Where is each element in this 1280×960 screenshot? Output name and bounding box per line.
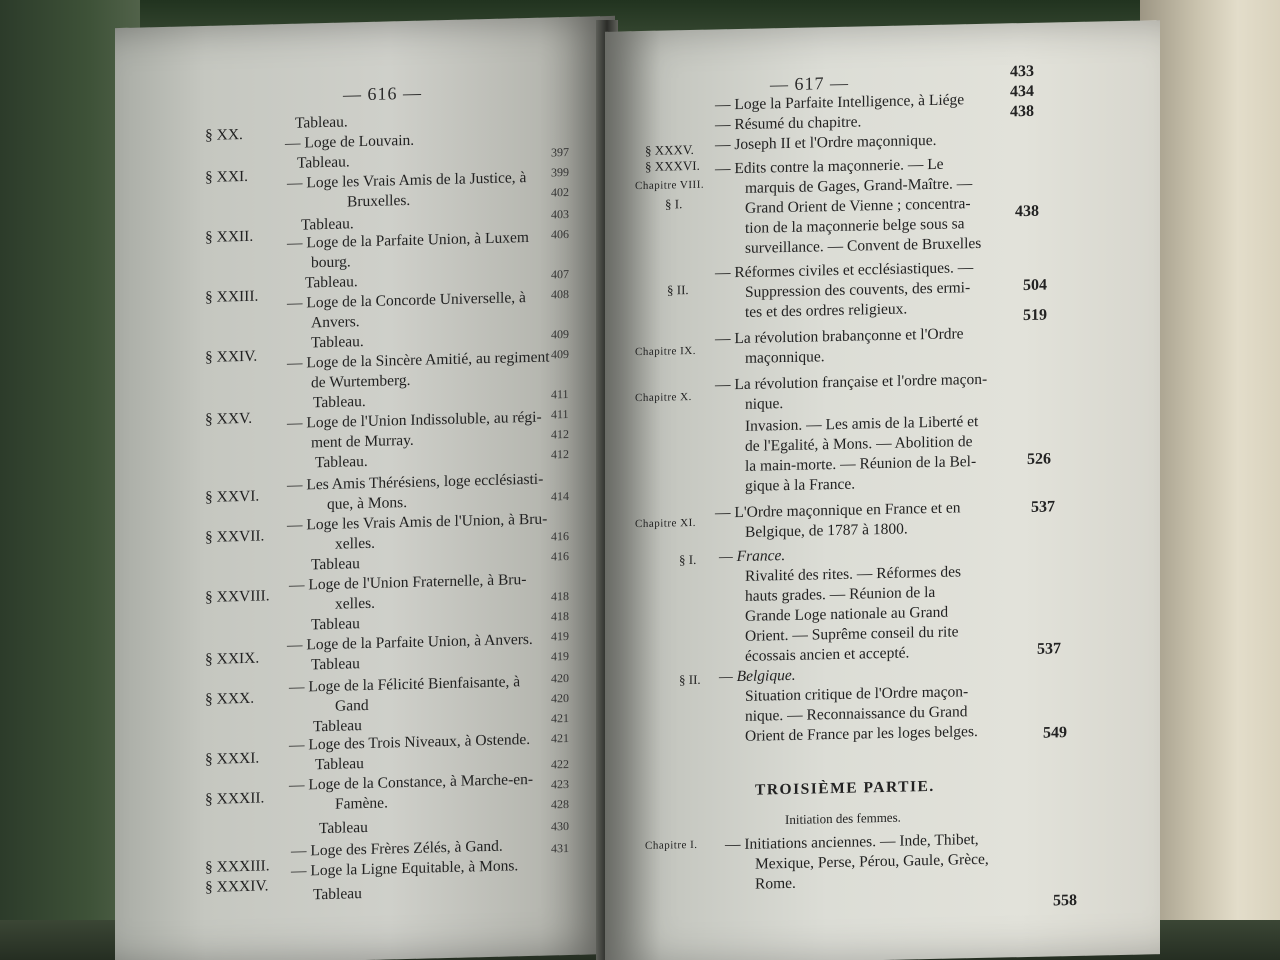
page-ref: 519	[1023, 306, 1047, 325]
entry-text: Tableau.	[311, 333, 364, 352]
page-ref: 431	[551, 841, 569, 856]
entry-text: écossais ancien et accepté.	[745, 644, 910, 665]
page-ref: 416	[551, 529, 569, 544]
entry-text: — Joseph II et l'Ordre maçonnique.	[715, 131, 937, 154]
page-ref: 416	[551, 549, 569, 564]
page-ref: 423	[551, 777, 569, 792]
section-label: § XXXVI.	[645, 157, 700, 174]
entry-text: — Loge de la Parfaite Union, à Luxem	[287, 228, 529, 252]
entry-text: — Loge les Vrais Amis de l'Union, à Bru-	[287, 510, 548, 534]
entry-text: nique.	[745, 395, 784, 413]
right-page	[605, 20, 1160, 960]
section-label: § XXV.	[205, 409, 253, 428]
entry-text: — Edits contre la maçonnerie. — Le	[715, 155, 944, 178]
entry-text: Tableau.	[315, 452, 368, 472]
entry-text: — Loge de la Félicité Bienfaisante, à	[289, 673, 521, 696]
part-subtitle: Initiation des femmes.	[785, 809, 901, 828]
page-ref: 414	[551, 489, 569, 504]
section-label: § XXIX.	[205, 649, 260, 668]
entry-text: gique à la France.	[745, 475, 856, 495]
entry-text: ment de Murray.	[311, 431, 414, 452]
page-ref: 419	[551, 649, 569, 664]
entry-text: Gand	[335, 696, 369, 715]
entry-text: Tableau.	[301, 215, 354, 234]
entry-text: Tableau	[315, 755, 364, 774]
entry-text: Tableau	[313, 885, 362, 904]
page-ref: 419	[551, 629, 569, 644]
page-ref: 430	[551, 819, 569, 834]
section-label: § XXXII.	[205, 789, 265, 808]
entry-text: — Loge de la Parfaite Union, à Anvers.	[287, 630, 533, 654]
entry-text: Mexique, Perse, Pérou, Gaule, Grèce,	[755, 850, 989, 873]
entry-text: — Loge de la Concorde Universelle, à	[287, 289, 526, 312]
entry-text: — Initiations anciennes. — Inde, Thibet,	[725, 830, 979, 854]
entry-text: — La révolution brabançonne et l'Ordre	[715, 325, 964, 348]
page-ref: 408	[551, 287, 569, 302]
section-label: § I.	[679, 551, 697, 568]
section-label: § II.	[679, 671, 701, 688]
page-ref: 422	[551, 757, 569, 772]
section-label: § XXXIV.	[205, 877, 269, 896]
entry-text: Anvers.	[311, 313, 360, 332]
entry-text: Famène.	[335, 794, 388, 813]
section-label: § XXVI.	[205, 487, 260, 506]
entry-text: Tableau.	[305, 273, 358, 292]
entry-text: xelles.	[335, 534, 376, 553]
section-label: § XXIV.	[205, 347, 258, 366]
entry-text: — Loge les Vrais Amis de la Justice, à	[287, 169, 527, 192]
page-ref: 412	[551, 447, 569, 462]
page-ref: 411	[551, 407, 569, 422]
entry-text: que, à Mons.	[327, 493, 408, 513]
entry-text: — Loge la Ligne Equitable, à Mons.	[291, 857, 519, 880]
entry-text: — La révolution française et l'ordre maçon-	[715, 370, 988, 394]
entry-text: — L'Ordre maçonnique en France et en	[715, 499, 961, 522]
entry-text: Tableau	[311, 655, 360, 674]
entry-text: surveillance. — Convent de Bruxelles	[745, 234, 982, 257]
page-ref: 537	[1037, 640, 1061, 658]
page-ref: 402	[551, 185, 569, 200]
entry-text: Invasion. — Les amis de la Liberté et	[745, 412, 979, 435]
section-label: § XXVIII.	[205, 587, 270, 606]
page-ref: 428	[551, 797, 569, 812]
chapter-label: Chapitre I.	[645, 838, 698, 852]
page-ref: 399	[551, 165, 569, 180]
entry-text: — Loge de Louvain.	[285, 131, 415, 152]
entry-text: Tableau	[311, 615, 360, 634]
section-label: § XX.	[205, 125, 243, 144]
entry-text: nique. — Reconnaissance du Grand	[745, 703, 968, 725]
entry-text: — Loge des Frères Zélés, à Gand.	[291, 837, 503, 860]
page-ref: 421	[551, 731, 569, 746]
entry-text: Situation critique de l'Ordre maçon-	[745, 683, 969, 705]
page-ref: 420	[551, 671, 569, 686]
entry-text: Tableau	[313, 717, 362, 736]
section-label: § XXI.	[205, 167, 249, 186]
entry-text: bourg.	[311, 253, 351, 272]
entry-text: Bruxelles.	[347, 191, 411, 211]
page-ref: 558	[1053, 891, 1077, 910]
entry-text: hauts grades. — Réunion de la	[745, 583, 936, 605]
entry-text: — Loge de la Constance, à Marche-en-	[289, 770, 534, 794]
entry-text: Tableau	[319, 818, 368, 838]
section-label: § XXXI.	[205, 749, 260, 768]
page-ref: 433	[1010, 62, 1034, 81]
section-label: § XXVII.	[205, 527, 265, 546]
entry-text: Tableau.	[295, 113, 348, 132]
page-ref: 420	[551, 691, 569, 706]
entry-text: Grande Loge nationale au Grand	[745, 603, 949, 625]
page-ref: 418	[551, 589, 569, 604]
entry-text: — Loge la Parfaite Intelligence, à Liége	[715, 91, 965, 114]
chapter-label: Chapitre VIII.	[635, 178, 705, 193]
page-ref: 409	[551, 327, 569, 342]
section-label: § XXII.	[205, 227, 254, 246]
section-label: § II.	[667, 282, 689, 298]
entry-text: — Belgique.	[719, 666, 796, 686]
page-ref: 409	[551, 347, 569, 362]
chapter-label: Chapitre X.	[635, 390, 692, 405]
entry-text: de Wurtemberg.	[311, 371, 411, 392]
page-ref: 421	[551, 711, 569, 726]
section-label: § XXXIII.	[205, 857, 270, 876]
entry-text: — Les Amis Thérésiens, loge ecclésiasti-	[287, 470, 544, 494]
entry-text: — Loge des Trois Niveaux, à Ostende.	[289, 730, 531, 754]
page-ref: 412	[551, 427, 569, 442]
part-heading: TROISIÈME PARTIE.	[755, 777, 935, 799]
chapter-label: Chapitre IX.	[635, 344, 696, 359]
book-cover-edge	[1140, 0, 1280, 960]
page-ref: 406	[551, 227, 569, 242]
page-ref: 438	[1010, 102, 1034, 121]
entry-text: Orient de France par les loges belges.	[745, 723, 978, 745]
entry-text: de l'Egalité, à Mons. — Abolition de	[745, 433, 973, 455]
section-label: § I.	[665, 196, 683, 212]
page-ref: 397	[551, 145, 569, 160]
page-ref: 407	[551, 267, 569, 282]
entry-text: Tableau.	[313, 392, 366, 412]
entry-text: tes et des ordres religieux.	[745, 300, 908, 321]
page-ref: 504	[1023, 276, 1047, 295]
entry-text: — Loge de l'Union Indissoluble, au régi-	[287, 408, 542, 432]
section-label: § XXIII.	[205, 287, 259, 306]
entry-text: — Résumé du chapitre.	[715, 113, 862, 134]
left-page	[115, 16, 615, 960]
page-ref: 418	[551, 609, 569, 624]
entry-text: — Loge de la Sincère Amitié, au regiment	[287, 348, 550, 372]
chapter-label: Chapitre XI.	[635, 516, 696, 531]
page-ref: 438	[1015, 202, 1039, 221]
entry-text: marquis de Gages, Grand-Maître. —	[745, 175, 973, 197]
entry-text: Orient. — Suprême conseil du rite	[745, 623, 959, 645]
entry-text: la main-morte. — Réunion de la Bel-	[745, 453, 977, 475]
entry-text: — France.	[719, 547, 786, 566]
section-label: § XXXV.	[645, 141, 694, 158]
entry-text: Grand Orient de Vienne ; concentra-	[745, 195, 971, 217]
entry-text: — Réformes civiles et ecclésiastiques. —	[715, 259, 974, 282]
page-ref: 411	[551, 387, 569, 402]
section-label: § XXX.	[205, 689, 255, 708]
entry-text: Rome.	[755, 874, 796, 893]
entry-text: Tableau	[311, 555, 360, 574]
page-number: — 616 —	[343, 82, 422, 105]
entry-text: tion de la maçonnerie belge sous sa	[745, 215, 965, 237]
entry-text: Tableau.	[297, 153, 350, 172]
page-ref: 434	[1010, 82, 1034, 101]
page-ref: 549	[1043, 724, 1067, 742]
entry-text: Suppression des couvents, des ermi-	[745, 279, 971, 301]
entry-text: — Loge de l'Union Fraternelle, à Bru-	[289, 571, 527, 594]
entry-text: Rivalité des rites. — Réformes des	[745, 563, 962, 585]
page-ref: 403	[551, 207, 569, 222]
entry-text: xelles.	[335, 594, 376, 613]
entry-text: Belgique, de 1787 à 1800.	[745, 520, 908, 541]
page-ref: 526	[1027, 450, 1051, 468]
page-number: — 617 —	[770, 72, 849, 95]
page-ref: 537	[1031, 498, 1055, 516]
entry-text: maçonnique.	[745, 348, 825, 367]
